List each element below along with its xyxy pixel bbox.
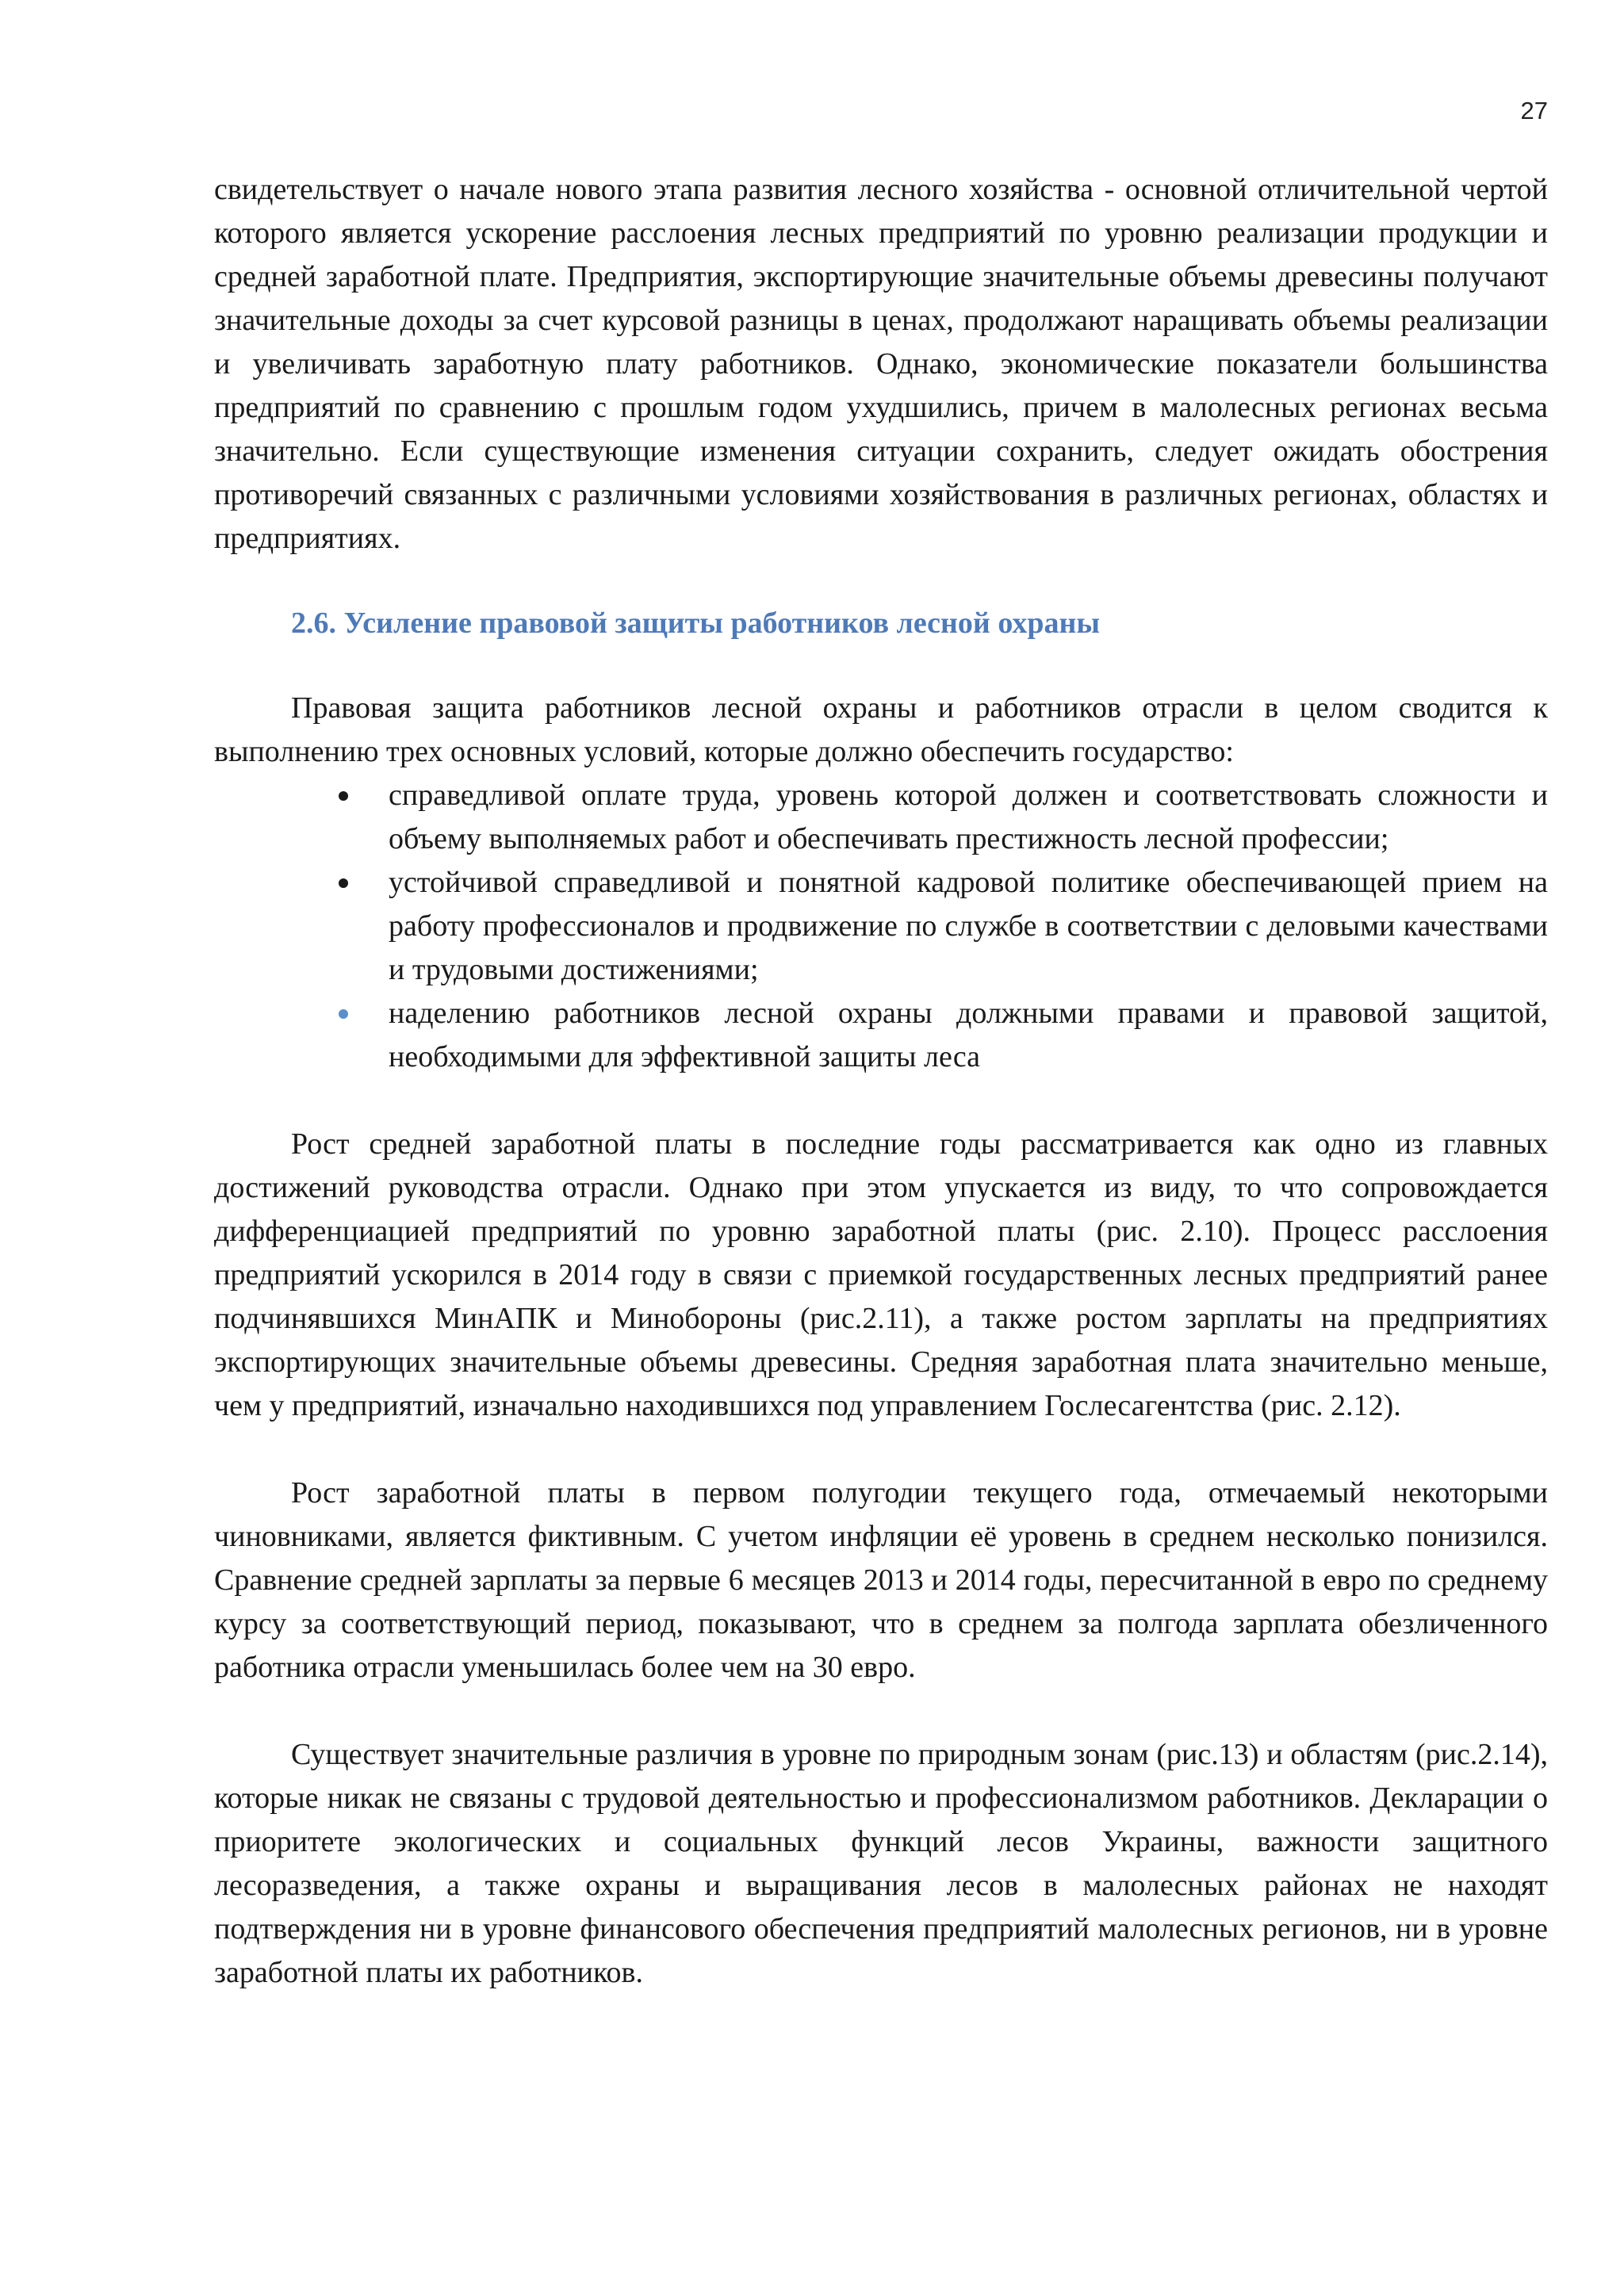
list-item-text: справедливой оплате труда, уровень которой должен и соответствовать сложности и объему выполняемых работ и обеспечивать престижность лесной профессии;	[389, 779, 1548, 855]
list-item	[389, 774, 1548, 861]
bullet-icon	[339, 878, 348, 888]
section-heading-wrapper	[214, 602, 1548, 645]
paragraph-salary-growth: Рост средней заработной платы в последние годы рассматривается как одно из главных достижений руководства отрасли. Однако при этом упускается из виду, то что сопровождается дифференциацией предприятий по уровню заработной платы (рис. 2.10). Процесс расслоения предприятий ускорился в 2014 году в связи с приемкой государственных лесных предприятий ранее подчинявшихся МинАПК и Минобороны (рис.2.11), а также ростом зарплаты на предприятиях экспортирующих значительные объемы древесины. Средняя заработная плата значительно меньше, чем у предприятий, изначально находившихся под управлением Гослесагентства (рис. 2.12).	[214, 1127, 1548, 1422]
paragraph-conditions: Правовая защита работников лесной охраны и работников отрасли в целом сводится к выполнению трех основных условий, которые должно обеспечить государство:	[214, 691, 1548, 768]
bullet-icon	[339, 1009, 348, 1019]
list-item-text: устойчивой справедливой и понятной кадровой политике обеспечивающей прием на работу профессионалов и продвижение по службе в соответствии с деловыми качествами и трудовыми достижениями;	[389, 866, 1548, 986]
bullet-icon	[339, 791, 348, 801]
section-heading: 2.6. Усиление правовой защиты работников лесной охраны	[291, 607, 1101, 640]
paragraph-intro: свидетельствует о начале нового этапа развития лесного хозяйства - основной отличительной чертой которого является ускорение расслоения лесных предприятий по уровню реализации продукции и средней заработной плате. Предприятия, экспортирующие значительные объемы древесины получают значительные доходы за счет курсовой разницы в ценах, продолжают наращивать объемы реализации и увеличивать заработную плату работников. Однако, экономические показатели большинства предприятий по сравнению с прошлым годом ухудшились, причем в малолесных регионах весьма значительно. Если существующие изменения ситуации сохранить, следует ожидать обострения противоречий связанных с различными условиями хозяйствования в различных регионах, областях и предприятиях.	[214, 173, 1548, 555]
page-content	[214, 168, 1548, 1995]
list-item	[389, 861, 1548, 992]
page-number: 27	[1520, 97, 1548, 124]
list-item	[389, 992, 1548, 1079]
paragraph-zones: Существует значительные различия в уровне по природным зонам (рис.13) и областям (рис.2.14), которые никак не связаны с трудовой деятельностью и профессионализмом работников. Декларации о приоритете экологических и социальных функций лесов Украины, важности защитного лесоразведения, а также охраны и выращивания лесов в малолесных районах не находят подтверждения ни в уровне финансового обеспечения предприятий малолесных регионов, ни в уровне заработной платы их работников.	[214, 1738, 1548, 1989]
paragraph-half-year: Рост заработной платы в первом полугодии текущего года, отмечаемый некоторыми чиновниками, является фиктивным. С учетом инфляции её уровень в среднем несколько понизился. Сравнение средней зарплаты за первые 6 месяцев 2013 и 2014 годы, пересчитанной в евро по среднему курсу за соответствующий период, показывают, что в среднем за полгода зарплата обезличенного работника отрасли уменьшилась более чем на 30 евро.	[214, 1476, 1548, 1684]
list-item-text: наделению работников лесной охраны должными правами и правовой защитой, необходимыми для эффективной защиты леса	[389, 997, 1548, 1073]
conditions-list	[214, 774, 1548, 1079]
